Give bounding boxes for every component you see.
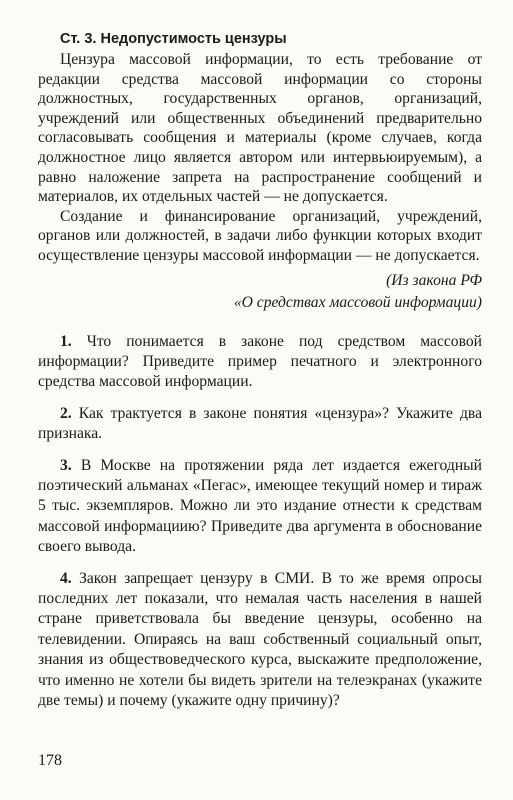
source-citation <box>38 270 482 314</box>
article-heading: Ст. 3. Недопустимость цензуры <box>60 31 287 47</box>
question-text: Что понимается в законе под средством массовой информации? Приведите пример печатного и электронного средства массовой информации. <box>38 332 482 391</box>
question-text: В Москве на протяжении ряда лет издается ежегодный поэтический альманах «Пегас», имеющее текущий номер и тираж 5 тыс. экземпляров. Можно ли это издание отнести к средствам массовой информациию? Приведите два аргумента в обоснование своего вывода. <box>38 456 483 556</box>
question-list <box>38 332 482 712</box>
question-number: 1. <box>60 332 72 350</box>
question-item <box>38 456 482 558</box>
question-item <box>38 404 482 445</box>
question-number: 4. <box>60 569 72 587</box>
question-number: 3. <box>60 456 72 474</box>
page-number: 178 <box>38 752 62 769</box>
book-page <box>38 30 482 711</box>
article-paragraph: Цензура массовой информации, то есть требование от редакции средства массовой информации со стороны должностных, государственных органов, организаций, учреждений или общественных объединений предварительно согласовывать сообщения и материалы (кроме случаев, когда должностное лицо является автором или интервьюируемым), а равно наложение запрета на распространение сообщений и материалов, их отдельных частей — не допускается. <box>38 51 482 206</box>
question-item <box>38 332 482 393</box>
question-item <box>38 569 482 712</box>
source-line: «О средствах массовой информации) <box>233 293 482 311</box>
question-text: Закон запрещает цензуру в СМИ. В то же время опросы последних лет показали, что немалая часть населения в нашей стране приветствовала бы введение цензуры, особенно на телевидении. Опираясь на ваш собственный социальный опыт, знания из обществоведческого курса, выскажите предположение, что именно не хотели бы видеть зрители на телеэкранах (укажите две темы) и почему (укажите одну причину)? <box>38 569 482 710</box>
article-paragraph: Создание и финансирование организаций, учреждений, органов или должностей, в задачи либо функции которых входит осуществление цензуры массовой информации — не допускается. <box>38 207 482 264</box>
question-number: 2. <box>60 404 72 422</box>
source-line: (Из закона РФ <box>386 271 482 289</box>
question-text: Как трактуется в законе понятия «цензура»? Укажите два признака. <box>38 404 482 443</box>
